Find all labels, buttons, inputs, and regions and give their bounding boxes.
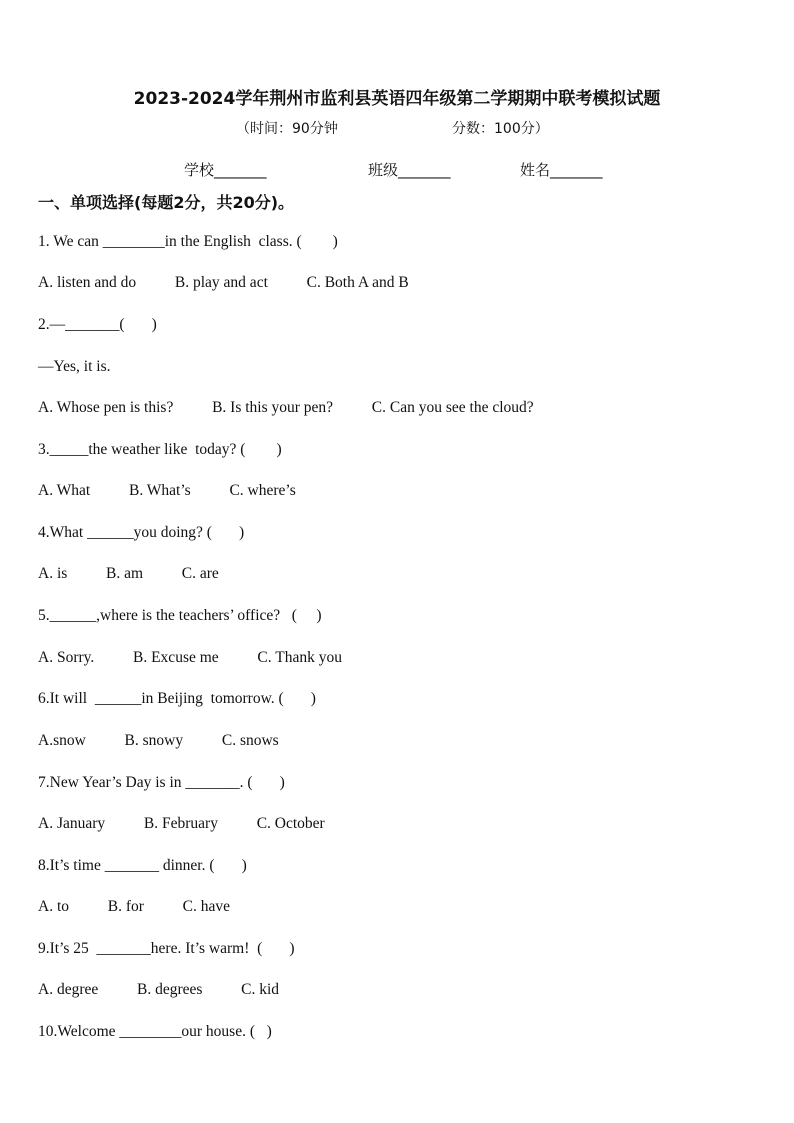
dialogue-reply: —Yes, it is. [38, 358, 111, 375]
question-options: A. January B. February C. October [38, 815, 325, 832]
class-field: 班级_______ [368, 161, 451, 179]
question-options: A.snow B. snowy C. snows [38, 732, 279, 749]
question-options: A. degree B. degrees C. kid [38, 981, 280, 998]
name-field: 姓名_______ [520, 161, 603, 179]
exam-score: 分数：100分） [452, 121, 549, 137]
question-options: A. Sorry. B. Excuse me C. Thank you [38, 649, 342, 666]
question-stem: 5.______,where is the teachers’ office? ( ) [38, 607, 322, 624]
exam-title: 2023-2024学年荆州市监利县英语四年级第二学期期中联考模拟试题 [133, 89, 661, 109]
section-title: 一、单项选择(每题2分，共20分)。 [38, 193, 295, 212]
question-stem: 4.What ______you doing? ( ) [38, 524, 245, 541]
question-stem: 10.Welcome ________our house. ( ) [38, 1023, 272, 1040]
question-options: A. to B. for C. have [38, 898, 231, 915]
question-options: A. listen and do B. play and act C. Both A and B [38, 274, 409, 291]
question-options: A. is B. am C. are [38, 565, 219, 582]
question-stem: 9.It’s 25 _______here. It’s warm! ( ) [38, 940, 295, 957]
question-stem: 3._____the weather like today? ( ) [38, 441, 282, 458]
question-options: A. What B. What’s C. where’s [38, 482, 296, 499]
question-stem: 6.It will ______in Beijing tomorrow. ( ) [38, 690, 316, 707]
question-stem: 1. We can ________in the English class. ( ) [38, 233, 338, 250]
school-field: 学校_______ [184, 161, 267, 179]
question-stem: 8.It’s time _______ dinner. ( ) [38, 857, 247, 874]
question-stem: 7.New Year’s Day is in _______. ( ) [38, 774, 285, 791]
question-options: A. Whose pen is this? B. Is this your pen? C. Can you see the cloud? [38, 399, 534, 416]
question-stem: 2.—_______( ) [38, 316, 157, 333]
exam-time: （时间：90分钟 [236, 121, 338, 137]
